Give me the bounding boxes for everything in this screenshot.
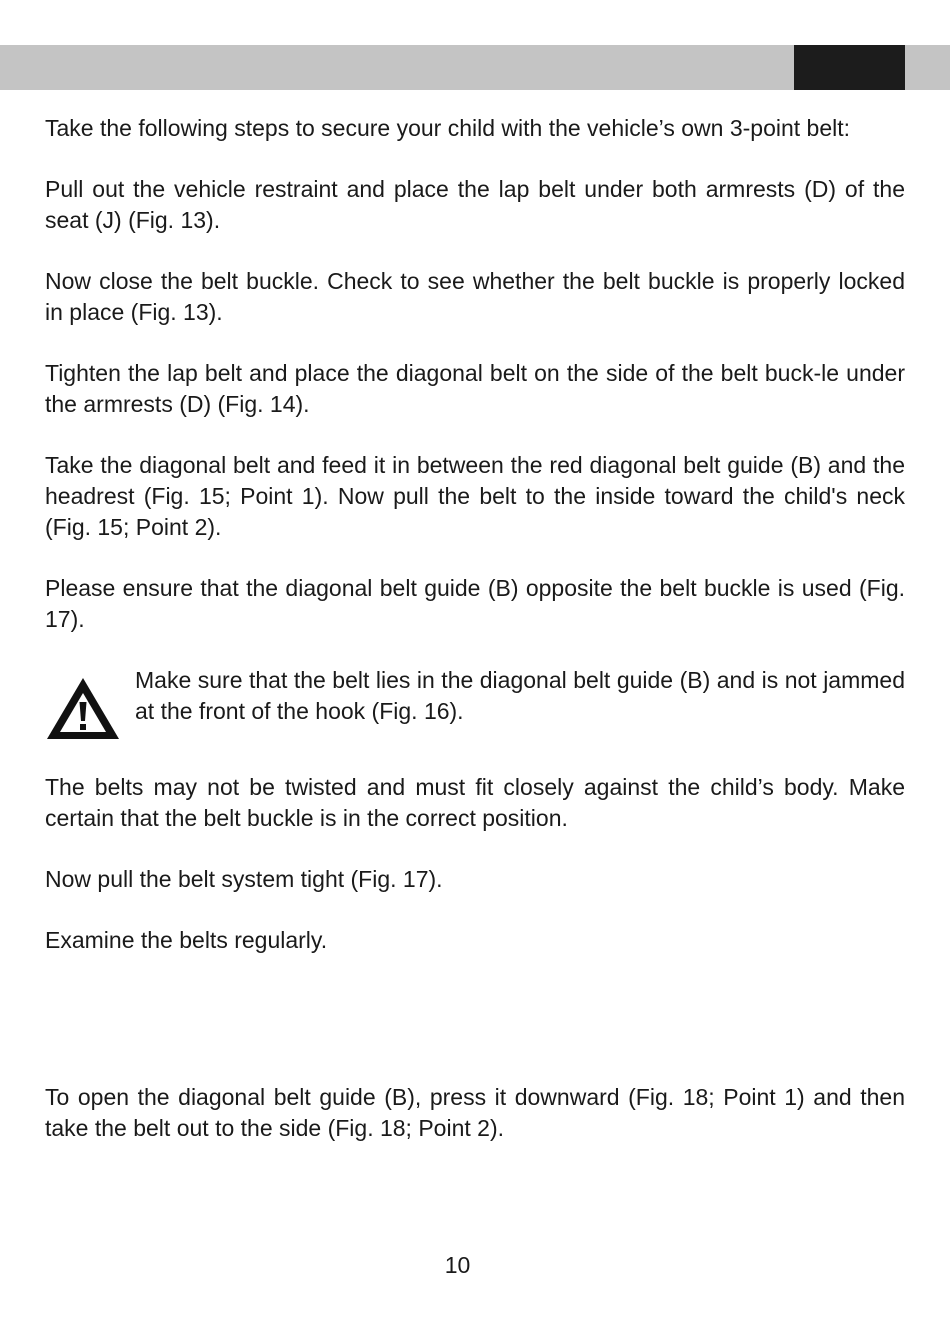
page-number: 10 [444,1252,471,1278]
warning-note [45,665,905,742]
paragraph-diagonal-belt: Take the diagonal belt and feed it in between the red diagonal belt guide (B) and the headrest (Fig. 15; Point 1). Now pull the belt to the inside toward the child's neck (Fig. 15; Point 2). [45,452,905,540]
warning-triangle-icon [45,676,121,742]
header-tab [794,45,905,90]
paragraph-no-twist: The belts may not be twisted and must fit closely against the child’s body. Make certain that the belt buckle is in the correct position. [45,774,905,831]
paragraph-lap-belt: Pull out the vehicle restraint and place the lap belt under both armrests (D) of the seat (J) (Fig. 13). [45,176,905,233]
paragraph-open-guide: To open the diagonal belt guide (B), press it downward (Fig. 18; Point 1) and then take the belt out to the side (Fig. 18; Point 2). [45,1084,905,1141]
page-content [45,113,905,1144]
paragraph-examine: Examine the belts regularly. [45,927,328,953]
paragraph-tighten: Tighten the lap belt and place the diagonal belt on the side of the belt buck-le under the armrests (D) (Fig. 14). [45,360,905,417]
paragraph-intro: Take the following steps to secure your child with the vehicle’s own 3-point belt: [45,115,851,141]
paragraph-buckle: Now close the belt buckle. Check to see whether the belt buckle is properly locked in place (Fig. 13). [45,268,905,325]
paragraph-belt-guide: Please ensure that the diagonal belt guide (B) opposite the belt buckle is used (Fig. 17). [45,575,905,632]
paragraph-pull-tight: Now pull the belt system tight (Fig. 17). [45,866,443,892]
warning-text: Make sure that the belt lies in the diagonal belt guide (B) and is not jammed at the front of the hook (Fig. 16). [135,667,905,724]
